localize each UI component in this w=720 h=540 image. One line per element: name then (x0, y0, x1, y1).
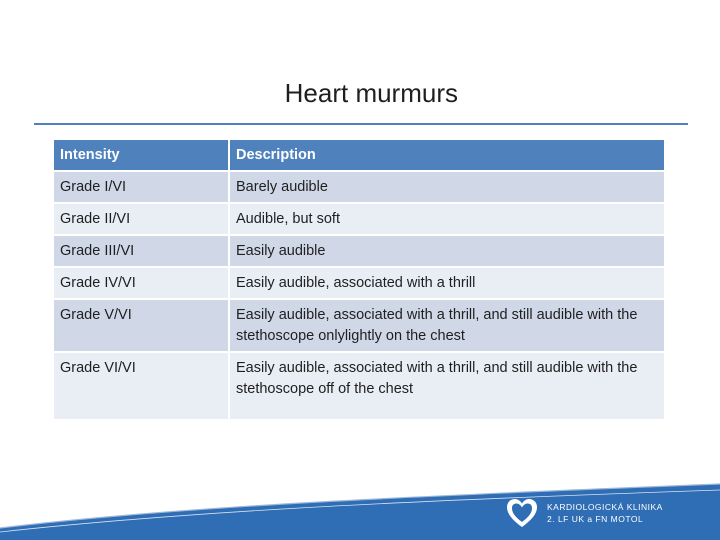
cell-description: Barely audible (229, 171, 665, 203)
clinic-logo-text (547, 501, 663, 525)
table-row (54, 267, 665, 299)
cell-description: Audible, but soft (229, 203, 665, 235)
murmur-grade-table (54, 140, 666, 421)
cell-intensity: Grade II/VI (54, 203, 229, 235)
heart-icon (505, 497, 539, 531)
slide-title: Heart murmurs (284, 78, 458, 108)
table-row (54, 235, 665, 267)
cell-intensity: Grade IV/VI (54, 267, 229, 299)
table-header-row (54, 140, 665, 171)
title-divider (34, 123, 688, 125)
clinic-logo (505, 497, 705, 531)
cell-intensity: Grade VI/VI (54, 352, 229, 420)
table-row (54, 352, 665, 420)
table-row (54, 171, 665, 203)
table-row (54, 299, 665, 352)
cell-description: Easily audible, associated with a thrill, and still audible with the stethoscope off of the chest (229, 352, 665, 420)
clinic-name-line1: KARDIOLOGICKÁ KLINIKA (547, 502, 663, 512)
cell-description: Easily audible (229, 235, 665, 267)
table-row (54, 203, 665, 235)
header-description: Description (229, 140, 665, 171)
cell-intensity: Grade III/VI (54, 235, 229, 267)
cell-intensity: Grade I/VI (54, 171, 229, 203)
cell-description: Easily audible, associated with a thrill (229, 267, 665, 299)
cell-intensity: Grade V/VI (54, 299, 229, 352)
clinic-name-line2: 2. LF UK a FN MOTOL (547, 514, 644, 524)
header-intensity: Intensity (54, 140, 229, 171)
cell-description: Easily audible, associated with a thrill, and still audible with the stethoscope onlylightly on the chest (229, 299, 665, 352)
